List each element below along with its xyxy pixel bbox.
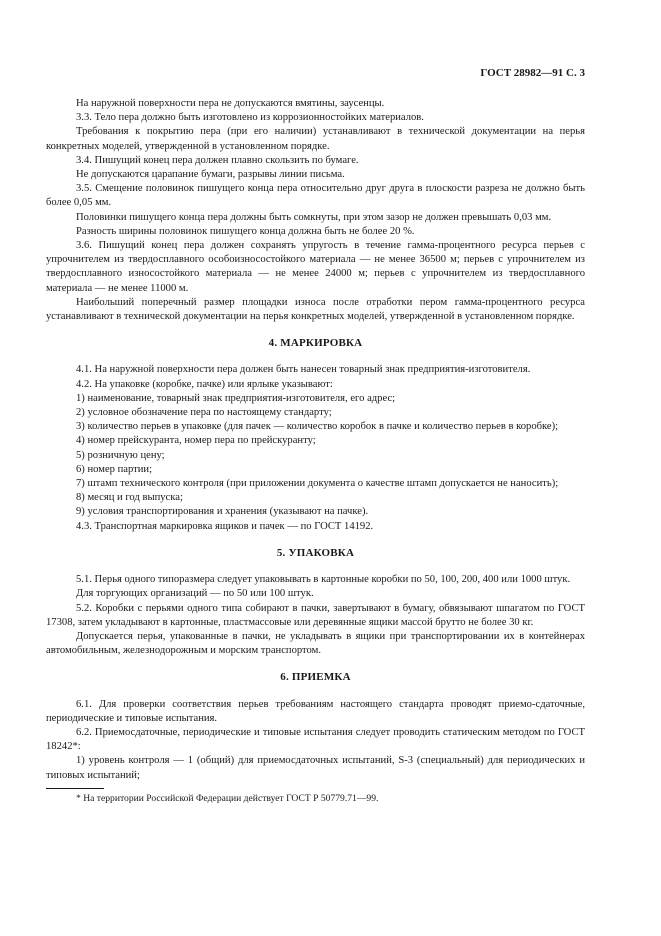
list-item: 7) штамп технического контроля (при приложении документа о качестве штамп допускается не наносить); [76,478,559,490]
paragraph: 4.3. Транспортная маркировка ящиков и пачек — по ГОСТ 14192. [76,520,374,532]
paragraph: На наружной поверхности пера не допускаются вмятины, заусенцы. [76,98,385,109]
page-header: ГОСТ 28982—91 С. 3 [480,67,585,79]
paragraph: Половинки пишущего конца пера должны быть сомкнуты, при этом зазор не должен превышать 0,03 мм. [76,211,552,223]
section-acceptance [46,698,585,783]
paragraph: 5.2. Коробки с перьями одного типа собирают в пачки, завертывают в бумагу, обвязывают шпагатом по ГОСТ 17308, затем укладывают в картонные, пластмассовые или деревянные ящики массой брутто не более 30 кг. [46,602,585,628]
section-heading-packaging: 5. УПАКОВКА [276,546,355,559]
paragraph: 3.4. Пишущий конец пера должен плавно скользить по бумаге. [76,154,359,166]
paragraph: 4.2. На упаковке (коробке, пачке) или ярлыке указывают: [76,378,333,390]
paragraph: 6.1. Для проверки соответствия перьев требованиям настоящего стандарта проводят приемо-сдаточные, периодические и типовые испытания. [46,698,585,724]
paragraph: Разность ширины половинок пишущего конца должна быть не более 20 %. [76,225,415,237]
section-packaging [46,573,585,658]
list-item: 8) месяц и год выпуска; [76,492,183,504]
list-item: 1) уровень контроля — 1 (общий) для приемосдаточных испытаний, S-3 (специальный) для периодических и типовых испытаний; [46,755,585,781]
list-item: 3) количество перьев в упаковке (для пачек — количество коробок в пачке и количество перьев в коробке); [76,421,559,433]
section-heading-acceptance: 6. ПРИЕМКА [280,671,351,684]
section-heading-marking: 4. МАРКИРОВКА [268,337,363,350]
list-item: 9) условия транспортирования и хранения (указывают на пачке). [76,506,369,518]
paragraph: Не допускаются царапание бумаги, разрывы линии письма. [76,169,345,181]
list-item: 5) розничную цену; [76,449,165,461]
list-item: 2) условное обозначение пера по настоящему стандарту; [76,407,332,419]
paragraph: 5.1. Перья одного типоразмера следует упаковывать в картонные коробки по 50, 100, 200, 400 или 1000 штук. [76,574,571,586]
intro-block [46,97,585,324]
footnote-divider [46,788,104,789]
paragraph: Для торгующих организаций — по 50 или 100 штук. [76,588,314,600]
document-page [46,66,585,805]
paragraph: 3.6. Пишущий конец пера должен сохранять упругость в течение гамма-процентного ресурса перьев с упрочнителем из твердосплавного особоизносостойкого материала — не менее 36500 м; перьев с упрочнителем из твердосплавного износостойкого материала — не менее 24000 м; перьев с упрочнителем из твердосплавного материала — не менее 11000 м. [46,240,585,294]
paragraph: Допускается перья, упакованные в пачки, не укладывать в ящики при транспортировании их в контейнерах автомобильным, железнодорожным и морским транспортом. [46,630,585,657]
list-item: 1) наименование, товарный знак предприятия-изготовителя, его адрес; [76,392,396,404]
paragraph: 3.5. Смещение половинок пишущего конца пера относительно друг друга в плоскости разреза не должно быть более 0,05 мм. [46,183,585,209]
paragraph: 3.3. Тело пера должно быть изготовлено из коррозионностойких материалов. [76,112,424,124]
paragraph: Наибольший поперечный размер площадки износа после отработки пером гамма-процентного ресурса устанавливают в технической документации на перья конкретных моделей, утвержденной в установленном порядке. [46,296,585,323]
paragraph: 6.2. Приемосдаточные, периодические и типовые испытания следует проводить статическим методом по ГОСТ 18242*: [46,726,585,753]
list-item: 6) номер партии; [76,463,153,475]
section-marking [46,363,585,533]
footnote: * На территории Российской Федерации действует ГОСТ Р 50779.71—99. [76,792,379,804]
paragraph: 4.1. На наружной поверхности пера должен быть нанесен товарный знак предприятия-изготовителя. [76,364,531,376]
list-item: 4) номер прейскуранта, номер пера по прейскуранту; [76,435,316,447]
paragraph: Требования к покрытию пера (при его наличии) устанавливают в технической документации на перья конкретных моделей, утвержденной в установленном порядке. [46,126,585,152]
